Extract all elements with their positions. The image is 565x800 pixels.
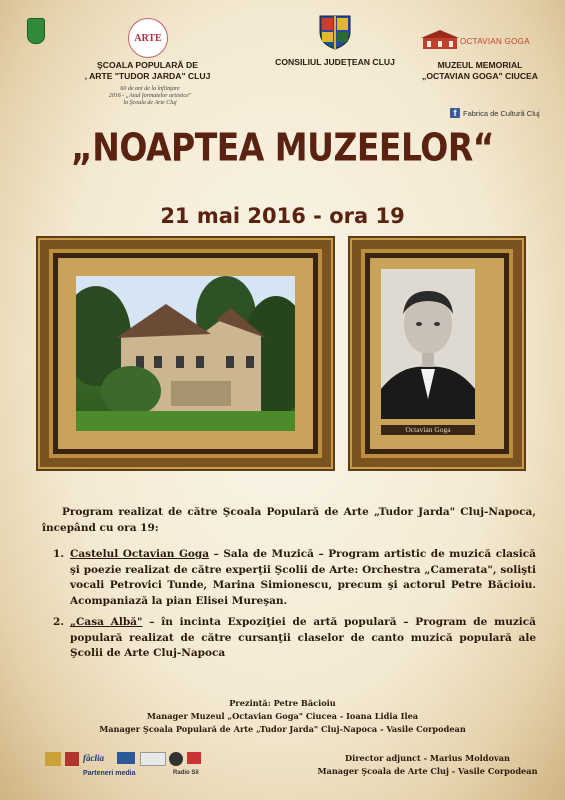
- arte-logo: ARTE: [128, 18, 168, 58]
- museum-building-icon: [421, 30, 459, 50]
- facebook-icon: f: [450, 108, 460, 118]
- partner-logos: [45, 748, 215, 788]
- event-date: 21 mai 2016 - ora 19: [160, 204, 405, 228]
- castle-photo: [76, 276, 295, 431]
- program-item-2: 2. „Casa Albă" – în incinta Expoziţiei de artă populară – Program de muzică populară realizat de către cursanţii claselor de canto muzică populară ale Şcolii de Arte Cluj-Napoca: [53, 616, 536, 659]
- program-item-1: 1. Castelul Octavian Goga – Sala de Muzică – Program artistic de muzică clasică şi poezie realizat de către experţii Şcolii de Arte: Orchestra „Camerata", solişti vocali Petrovici Tunde, Marina Simionescu, precum şi actorul Petre Băcioiu. Acompaniază la pian Elisei Mureşan.: [53, 548, 536, 607]
- castle-photo-frame: [40, 240, 331, 467]
- center-org-name: CONSILIUL JUDEŢEAN CLUJ: [275, 57, 395, 67]
- partner-logo-5: [169, 752, 183, 766]
- green-emblem-icon: [27, 18, 45, 44]
- partner-logo-2: [65, 752, 79, 766]
- partner-logo-4: [140, 752, 166, 766]
- right-org-name: MUZEUL MEMORIAL „OCTAVIAN GOGA" CIUCEA: [422, 60, 538, 81]
- page-title: „NOAPTEA MUZEELOR“: [71, 125, 494, 170]
- portrait-caption: Octavian Goga: [381, 425, 475, 435]
- partner-logo-3: [117, 752, 135, 764]
- right-logo-text: OCTAVIAN GOGA: [460, 37, 530, 46]
- radio-sil-label: Radio Sil: [173, 770, 199, 776]
- coat-of-arms-icon: [318, 14, 352, 50]
- left-org-name: ŞCOALA POPULARĂ DE , ARTE "TUDOR JARDA" CLUJ: [84, 60, 211, 81]
- credits: Prezintă: Petre Băcioiu Manager Muzeul „Octavian Goga" Ciucea - Ioana Lidia Ilea Manager Şcoala Populară de Arte „Tudor Jarda" Cluj-Napoca - Vasile Corpodean: [99, 698, 466, 734]
- portrait-frame: [352, 240, 522, 467]
- signatures: Director adjunct - Marius Moldovan Manager Şcoala de Arte Cluj - Vasile Corpodean: [317, 753, 538, 776]
- partner-logo-1: [45, 752, 61, 766]
- portrait-photo: [381, 269, 475, 419]
- casa-alba-link: „Casa Albă": [70, 616, 143, 628]
- program-intro: Program realizat de către Şcoala Populară de Arte „Tudor Jarda" Cluj-Napoca, începând cu ora 19:: [42, 506, 536, 534]
- partner-logo-6: [187, 752, 201, 764]
- castle-link: Castelul Octavian Goga: [70, 548, 210, 560]
- partner-logo-faclia: făclia: [83, 753, 104, 763]
- facebook-link[interactable]: f Fabrica de Cultură Cluj: [450, 108, 540, 118]
- left-org-note: 60 de ani de la înfiinţare 2016 - „Anul formatelor artistice" la Şcoala de Arte Cluj: [108, 86, 192, 106]
- partners-label: Parteneri media: [83, 770, 136, 777]
